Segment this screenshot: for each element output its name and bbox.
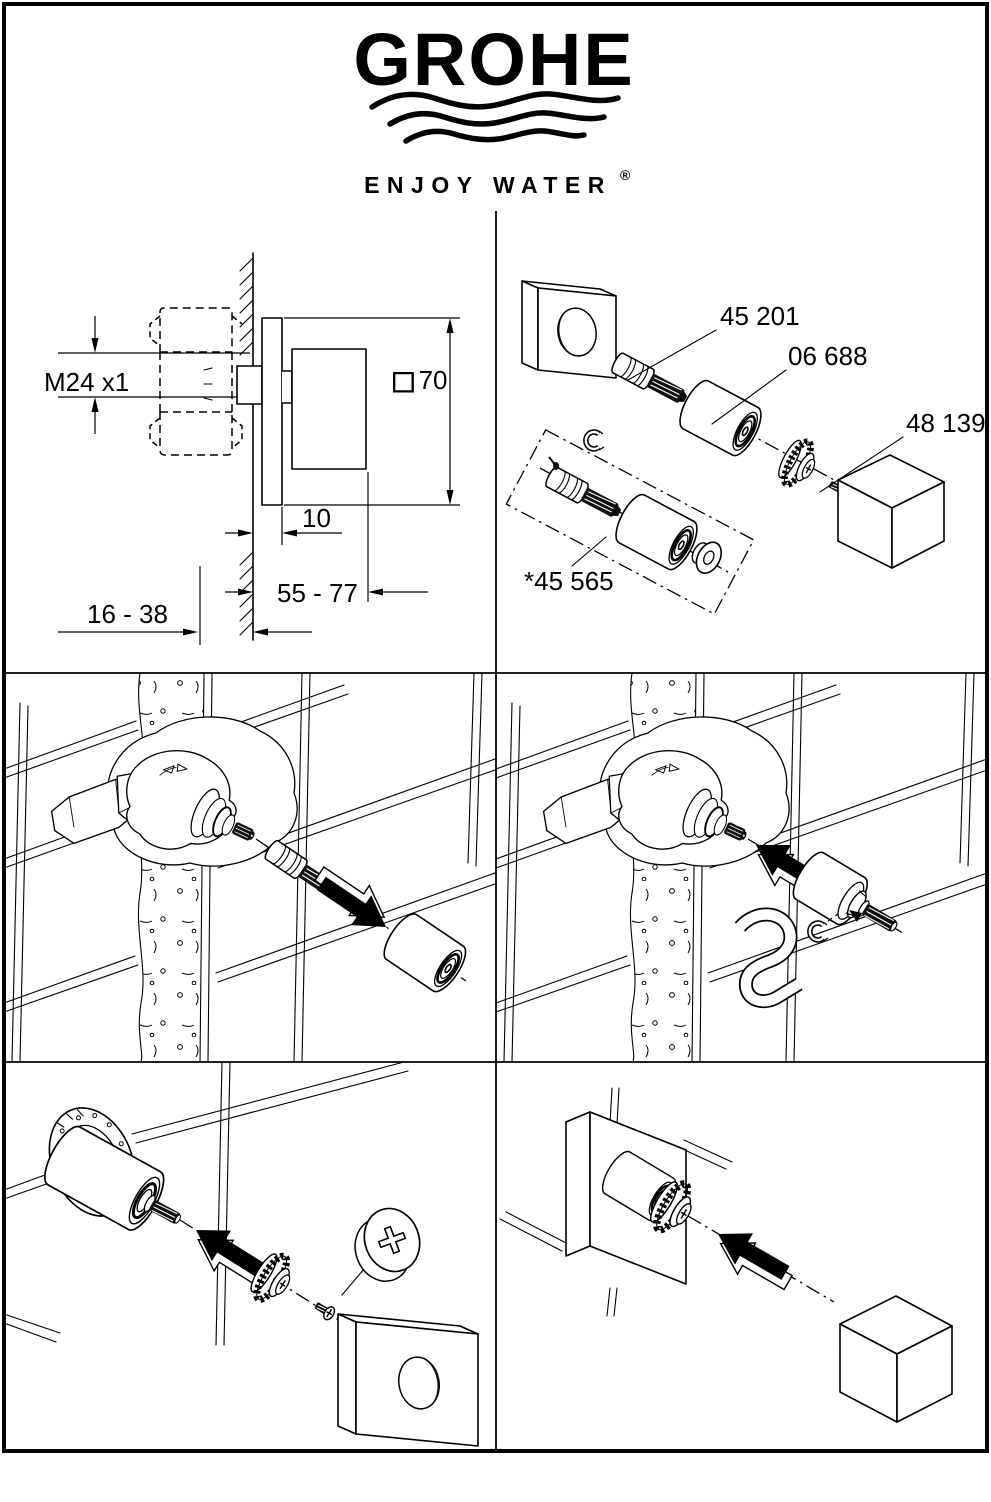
sleeve-with-spindle — [787, 848, 909, 951]
cover-plug — [344, 1201, 430, 1289]
thread-size-label: M24 x1 — [44, 367, 130, 397]
tile-wall — [496, 673, 987, 1062]
escutcheon-plate — [522, 281, 616, 378]
escutcheon-section — [262, 318, 282, 505]
splined-adapter — [773, 435, 823, 492]
part-number-sleeve: 06 688 — [788, 341, 868, 371]
cube-handle — [840, 1296, 952, 1422]
logo-tagline: ENJOY WATER — [364, 172, 612, 198]
square-size-label: □ 70 — [391, 365, 448, 396]
part-number-alt-kit: *45 565 — [524, 566, 614, 596]
handle-section — [292, 349, 366, 469]
handle-neck-section — [282, 371, 292, 403]
leader-extension — [628, 330, 716, 380]
panel-dimensions — [44, 253, 460, 645]
panel-parts — [506, 281, 985, 614]
panel-step-mount-handle — [500, 1088, 952, 1422]
cube-handle — [838, 455, 944, 568]
panel-step-pull-sleeve — [4, 673, 495, 1062]
panel-step-mount-escutcheon — [4, 1062, 478, 1446]
alternative-kit — [506, 430, 753, 614]
dimension-sleeve-range — [225, 472, 428, 608]
panel-step-push-sleeve — [496, 673, 987, 1062]
alt-kit-spindle — [544, 466, 625, 523]
wall-hatching — [240, 258, 253, 635]
concealed-valve-outline — [150, 308, 242, 455]
retaining-clip — [586, 431, 604, 450]
valve-depth-range-label: 16 - 38 — [87, 599, 168, 629]
valve-engraving — [204, 368, 212, 400]
dimension-plate-offset — [225, 503, 342, 545]
fixing-screw — [312, 1299, 336, 1321]
part-number-handle: 48 139 — [906, 408, 986, 438]
sleeve-range-label: 55 - 77 — [277, 578, 358, 608]
alt-kit-sleeve — [610, 490, 703, 574]
spindle-hub-section — [237, 366, 262, 404]
pull-direction-arrow-icon — [305, 859, 400, 942]
grohe-logo — [353, 18, 634, 198]
extension-spindle — [610, 352, 691, 409]
part-number-extension: 45 201 — [720, 301, 800, 331]
plate-offset-label: 10 — [302, 503, 331, 533]
dimension-valve-depth-range — [58, 566, 312, 645]
brand-wordmark: GROHE — [353, 18, 635, 101]
registered-mark: ® — [620, 167, 631, 183]
push-direction-arrow-icon — [706, 1218, 801, 1298]
dimension-thread — [44, 316, 129, 434]
escutcheon-plate — [338, 1314, 478, 1446]
tile-wall — [4, 673, 495, 1062]
extension-sleeve — [378, 909, 472, 997]
wall-lines — [4, 1062, 408, 1345]
